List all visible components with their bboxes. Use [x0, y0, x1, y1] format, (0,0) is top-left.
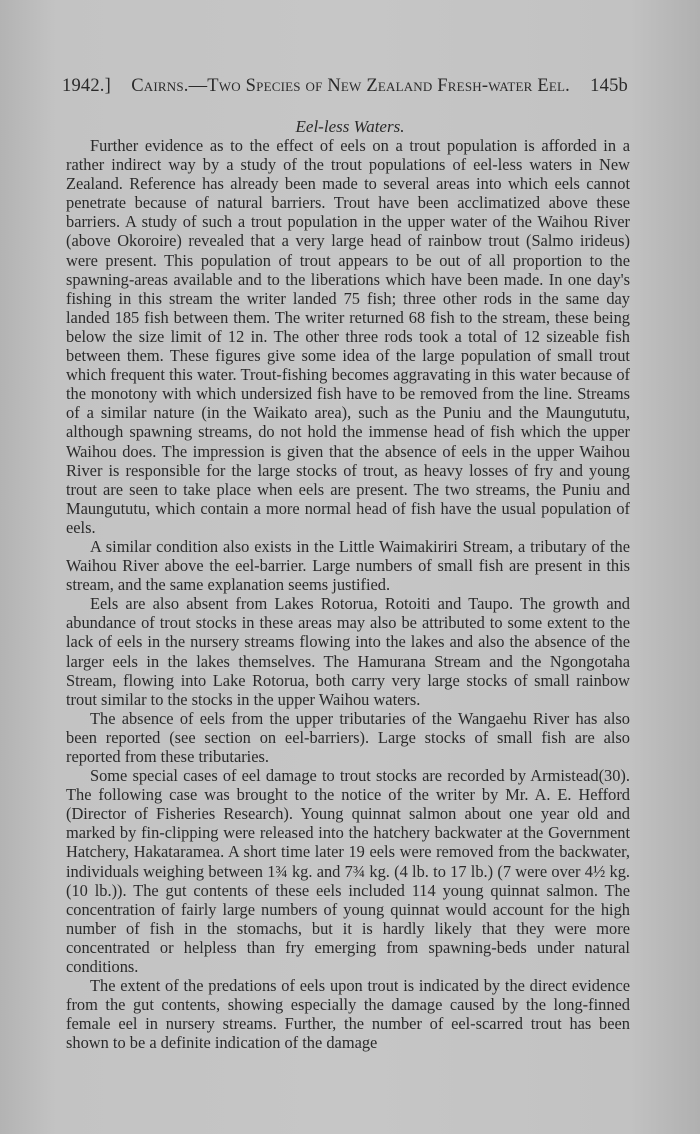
body-text [66, 136, 630, 1053]
paragraph: Eels are also absent from Lakes Rotorua, Rotoiti and Taupo. The growth and abundance of trout stocks in these areas may also be attributed to some extent to the lack of eels in the nursery streams flowing into the lakes and also the absence of the larger eels in the lakes themselves. The Hamurana Stream and the Ngongotaha Stream, flowing into Lake Rotorua, both carry very large stocks of small rainbow trout similar to the stocks in the upper Waihou waters. [66, 594, 630, 709]
paragraph: The extent of the predations of eels upon trout is indicated by the direct evidence from the gut contents, showing especially the damage caused by the long-finned female eel in nursery streams. Further, the number of eel-scarred trout has been shown to be a definite indication of the damage [66, 976, 630, 1053]
paragraph: A similar condition also exists in the Little Waimakiriri Stream, a tributary of the Waihou River above the eel-barrier. Large numbers of small fish are present in this stream, and the same explanation seems justified. [66, 536, 630, 595]
header-title: Cairns.—Two Species of New Zealand Fresh-water Eel. [131, 76, 570, 96]
paragraph: Some special cases of eel damage to trout stocks are recorded by Armistead(30). The following case was brought to the notice of the writer by Mr. A. E. Hefford (Director of Fisheries Research). Young quinnat salmon about one year old and marked by fin-clipping were released into the hatchery backwater at the Government Hatchery, Hakataramea. A short time later 19 eels were removed from the backwater, individuals weighing between 1¾ kg. and 7¾ kg. (4 lb. to 17 lb.) (7 were over 4½ kg. (10 lb.)). The gut contents of these eels included 114 young quinnat salmon. The concentration of fairly large numbers of young quinnat would account for the high number of fish in the stomachs, but it is hardly likely that they were more concentrated or helpless than fry emerging from spawning-beds under natural conditions. [66, 766, 630, 977]
section-heading: Eel-less Waters. [295, 117, 405, 136]
paragraph: The absence of eels from the upper tributaries of the Wangaehu River has also been reported (see section on eel-barriers). Large stocks of small fish are also reported from these tributaries. [66, 708, 630, 766]
running-header [62, 76, 628, 97]
page-number: 145b [590, 76, 628, 96]
header-year: 1942.] [62, 76, 111, 96]
paragraph: Further evidence as to the effect of eels on a trout population is afforded in a rather indirect way by a study of the trout populations of eel-less waters in New Zealand. Reference has already been made to several areas into which eels cannot penetrate because of natural barriers. Trout have been acclimatized above these barriers. A study of such a trout population in the upper water of the Waihou River (above Okoroire) revealed that a very large head of rainbow trout (Salmo irideus) were present. This population of trout appears to be out of all proportion to the spawning-areas available and to the liberations which have been made. In one day's fishing in this stream the writer landed 75 fish; three other rods in the same day landed 185 fish between them. The writer returned 68 fish to the stream, these being below the size limit of 12 in. The other three rods took a total of 12 sizeable fish between them. These figures give some idea of the large population of small trout which frequent this water. Trout-fishing becomes aggravating in this water because of the monotony with which undersized fish have to be removed from the line. Streams of a similar nature (in the Waikato area), such as the Puniu and the Maungututu, although spawning streams, do not hold the immense head of fish which the upper Waihou does. The impression is given that the absence of eels in the upper Waihou River is responsible for the large stocks of trout, as heavy losses of fry and young trout are seen to take place when eels are present. The two streams, the Puniu and Maungututu, which contain a more normal head of fish have the usual population of eels. [66, 136, 630, 537]
